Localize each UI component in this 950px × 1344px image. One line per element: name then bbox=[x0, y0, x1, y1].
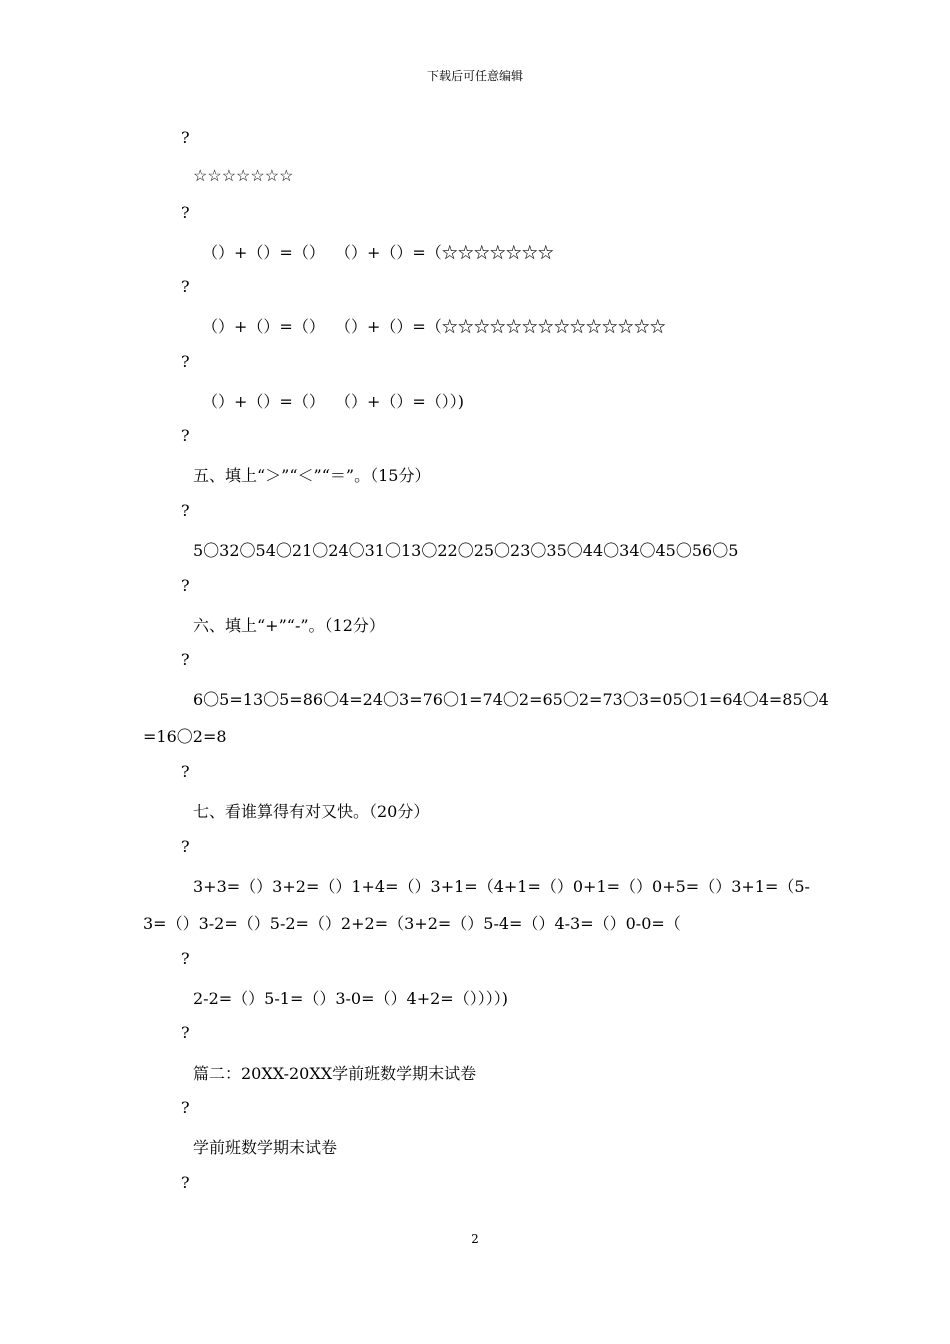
part-two-heading: 篇二：20XX-20XX学前班数学期末试卷 bbox=[193, 1064, 477, 1083]
question-mark: ? bbox=[181, 576, 190, 595]
question-mark: ? bbox=[181, 762, 190, 781]
section-heading-6: 六、填上“+”“-”。（12分） bbox=[193, 616, 385, 635]
operations-line: 6〇5=13〇5=86〇4=24〇3=76〇1=74〇2=65〇2=73〇3=05〇1=64〇4=85〇4 bbox=[193, 690, 829, 709]
page-number: 2 bbox=[471, 1232, 479, 1246]
question-mark: ? bbox=[181, 277, 190, 296]
calculation-line-continued: 3=（）3-2=（）5-2=（）2+2=（3+2=（）5-4=（）4-3=（）0-0=（ bbox=[143, 914, 681, 933]
page-header: 下载后可任意编辑 bbox=[426, 69, 523, 83]
operations-line-continued: =16〇2=8 bbox=[143, 727, 227, 746]
stars-line: ☆☆☆☆☆☆☆ bbox=[193, 166, 294, 185]
question-mark: ? bbox=[181, 1023, 190, 1042]
equation-line: （）+（）=（） （）+（）=（☆☆☆☆☆☆☆ bbox=[202, 243, 554, 262]
question-mark: ? bbox=[181, 501, 190, 520]
question-mark: ? bbox=[181, 426, 190, 445]
section-heading-5: 五、填上“＞”“＜”“＝”。（15分） bbox=[193, 466, 431, 485]
question-mark: ? bbox=[181, 949, 190, 968]
question-mark: ? bbox=[181, 203, 190, 222]
question-mark: ? bbox=[181, 1173, 190, 1192]
section-heading-7: 七、看谁算得有对又快。（20分） bbox=[193, 802, 430, 821]
exam-subtitle: 学前班数学期末试卷 bbox=[193, 1138, 338, 1157]
question-mark: ? bbox=[181, 837, 190, 856]
calculation-line: 3+3=（）3+2=（）1+4=（）3+1=（4+1=（）0+1=（）0+5=（）3+1=（5- bbox=[193, 877, 810, 896]
question-mark: ? bbox=[181, 1098, 190, 1117]
calculation-line: 2-2=（）5-1=（）3-0=（）4+2=（））））) bbox=[193, 989, 508, 1008]
question-mark: ? bbox=[181, 128, 190, 147]
question-mark: ? bbox=[181, 352, 190, 371]
comparison-line: 5〇32〇54〇21〇24〇31〇13〇22〇25〇23〇35〇44〇34〇45〇56〇5 bbox=[193, 541, 739, 560]
equation-line: （）+（）=（） （）+（）=（☆☆☆☆☆☆☆☆☆☆☆☆☆☆ bbox=[202, 317, 666, 336]
equation-line: （）+（）=（） （）+（）=（））) bbox=[202, 392, 465, 411]
question-mark: ? bbox=[181, 650, 190, 669]
